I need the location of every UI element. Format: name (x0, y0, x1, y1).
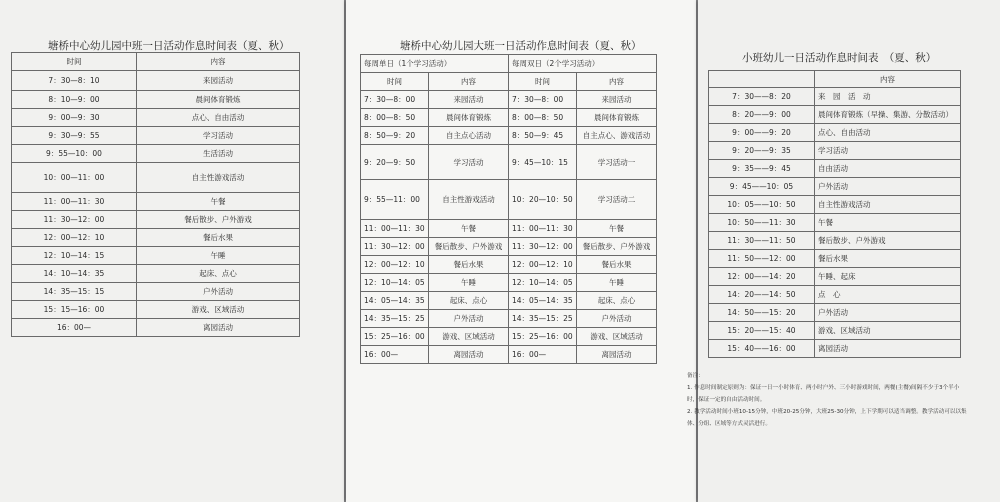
content-cell: 午餐 (577, 220, 657, 238)
content-cell: 餐后散步、户外游戏 (429, 238, 509, 256)
time-cell: 16：00— (361, 346, 429, 364)
large-class-title: 塘桥中心幼儿园大班一日活动作息时间表（夏、秋） (400, 40, 642, 52)
content-cell: 自由活动 (815, 160, 961, 178)
time-cell: 9：20——9：35 (709, 142, 815, 160)
middle-class-title: 塘桥中心幼儿园中班一日活动作息时间表（夏、秋） (48, 40, 290, 52)
content-cell: 自主点心、游戏活动 (577, 127, 657, 145)
table-row (709, 232, 961, 250)
time-cell: 11：30—12：00 (509, 238, 577, 256)
time-cell: 12：00—12：10 (361, 256, 429, 274)
content-cell: 午餐 (429, 220, 509, 238)
table-row (709, 142, 961, 160)
table-row (709, 178, 961, 196)
content-cell: 生活活动 (137, 145, 300, 163)
time-cell: 11：00—11：30 (12, 193, 137, 211)
content-cell: 自主性游戏活动 (429, 180, 509, 220)
time-cell: 15：15—16：00 (12, 301, 137, 319)
time-cell: 14：35—15：25 (361, 310, 429, 328)
time-cell: 8：00—8：50 (361, 109, 429, 127)
time-cell: 10：50——11：30 (709, 214, 815, 232)
table-row (361, 238, 657, 256)
content-cell: 点 心 (815, 286, 961, 304)
time-cell: 15：20——15：40 (709, 322, 815, 340)
content-cell: 户外活动 (137, 283, 300, 301)
table-row (361, 256, 657, 274)
table-row (709, 286, 961, 304)
time-cell: 14：50——15：20 (709, 304, 815, 322)
content-cell: 点心、自由活动 (815, 124, 961, 142)
table-row (361, 310, 657, 328)
table-row (361, 292, 657, 310)
content-cell: 晨间体育锻炼（早操、集游、分散活动） (815, 106, 961, 124)
time-cell: 8：50—9：20 (361, 127, 429, 145)
table-row (12, 109, 300, 127)
content-cell: 餐后水果 (137, 229, 300, 247)
time-cell: 9：55—10：00 (12, 145, 137, 163)
time-cell: 8：00—8：50 (509, 109, 577, 127)
table-row (12, 127, 300, 145)
content-cell: 午餐 (137, 193, 300, 211)
time-cell: 8：10—9：00 (12, 91, 137, 109)
note-item: 1. 作息时间制定原则为：保证一日一小时体育、两小时户外、三小时游戏时间，两餐(主餐)间隔不少于3个半小时，保证一定的自由活动时间。 (687, 385, 960, 403)
content-cell: 晨间体育锻炼 (429, 109, 509, 127)
note-item: 2. 教学活动时间小班10-15分钟，中班20-25分钟，大班25-30分钟，上下学期可以适当调整。教学活动可以以集体、分组、区域等方式灵活进行。 (687, 409, 967, 427)
table-row (12, 229, 300, 247)
time-cell: 14：10—14：35 (12, 265, 137, 283)
content-cell: 餐后水果 (429, 256, 509, 274)
table-row (361, 274, 657, 292)
table-row (361, 180, 657, 220)
table-row (709, 88, 961, 106)
time-cell: 14：35—15：15 (12, 283, 137, 301)
content-cell: 离园活动 (577, 346, 657, 364)
time-cell: 15：25—16：00 (509, 328, 577, 346)
time-cell: 12：10—14：05 (361, 274, 429, 292)
time-cell: 11：00—11：30 (509, 220, 577, 238)
table-row (709, 106, 961, 124)
time-cell: 10：00—11：00 (12, 163, 137, 193)
time-cell: 9：55—11：00 (361, 180, 429, 220)
header-time: 时间 (509, 73, 577, 91)
table-row (361, 220, 657, 238)
group-header-odd-days: 每周单日（1个学习活动） (361, 55, 509, 73)
time-cell: 15：25—16：00 (361, 328, 429, 346)
content-cell: 自主性游戏活动 (137, 163, 300, 193)
content-cell: 点心、自由活动 (137, 109, 300, 127)
content-cell: 午睡、起床 (815, 268, 961, 286)
header-content: 内容 (137, 53, 300, 71)
table-row (12, 247, 300, 265)
small-class-title: 小班幼儿一日活动作息时间表 （夏、秋） (742, 52, 937, 64)
content-cell: 起床、点心 (577, 292, 657, 310)
time-cell: 10：20—10：50 (509, 180, 577, 220)
time-cell: 9：30—9：55 (12, 127, 137, 145)
time-cell: 10：05——10：50 (709, 196, 815, 214)
content-cell: 餐后散步、户外游戏 (137, 211, 300, 229)
table-row (12, 91, 300, 109)
content-cell: 餐后水果 (815, 250, 961, 268)
content-cell: 学习活动 (815, 142, 961, 160)
time-cell: 12：00—12：10 (12, 229, 137, 247)
content-cell: 户外活动 (815, 304, 961, 322)
table-row (709, 322, 961, 340)
time-cell: 12：00——14：20 (709, 268, 815, 286)
content-cell: 户外活动 (815, 178, 961, 196)
large-class-table (360, 54, 657, 364)
time-cell: 9：45—10：15 (509, 145, 577, 180)
table-row (709, 340, 961, 358)
content-cell: 餐后散步、户外游戏 (815, 232, 961, 250)
time-cell: 11：50——12：00 (709, 250, 815, 268)
header-time: 时间 (361, 73, 429, 91)
content-cell: 户外活动 (429, 310, 509, 328)
table-row (361, 109, 657, 127)
content-cell: 离园活动 (815, 340, 961, 358)
time-cell: 16：00— (509, 346, 577, 364)
content-cell: 离园活动 (137, 319, 300, 337)
time-cell: 11：30—12：00 (361, 238, 429, 256)
content-cell: 自主性游戏活动 (815, 196, 961, 214)
content-cell: 起床、点心 (429, 292, 509, 310)
time-cell: 9：00——9：20 (709, 124, 815, 142)
time-cell: 11：00—11：30 (361, 220, 429, 238)
content-cell: 学习活动 (137, 127, 300, 145)
content-cell: 自主点心活动 (429, 127, 509, 145)
time-cell: 9：00—9：30 (12, 109, 137, 127)
table-row (12, 145, 300, 163)
middle-class-table (11, 52, 300, 337)
time-cell: 14：05—14：35 (361, 292, 429, 310)
time-cell: 16：00— (12, 319, 137, 337)
content-cell: 学习活动一 (577, 145, 657, 180)
content-cell: 户外活动 (577, 310, 657, 328)
content-cell: 来园活动 (577, 91, 657, 109)
content-cell: 午睡 (577, 274, 657, 292)
table-row (709, 250, 961, 268)
table-row (709, 160, 961, 178)
time-cell: 12：10—14：15 (12, 247, 137, 265)
time-cell: 14：35—15：25 (509, 310, 577, 328)
table-row (709, 124, 961, 142)
time-cell: 14：05—14：35 (509, 292, 577, 310)
time-cell: 7：30—8：00 (509, 91, 577, 109)
table-row (361, 328, 657, 346)
content-cell: 来 园 活 动 (815, 88, 961, 106)
header-time (709, 71, 815, 88)
time-cell: 14：20——14：50 (709, 286, 815, 304)
time-cell: 15：40——16：00 (709, 340, 815, 358)
content-cell: 游戏、区域活动 (429, 328, 509, 346)
header-content: 内容 (577, 73, 657, 91)
content-cell: 餐后散步、户外游戏 (577, 238, 657, 256)
table-row (361, 91, 657, 109)
content-cell: 游戏、区域活动 (137, 301, 300, 319)
content-cell: 来园活动 (429, 91, 509, 109)
content-cell: 学习活动二 (577, 180, 657, 220)
content-cell: 午睡 (137, 247, 300, 265)
table-row (12, 163, 300, 193)
header-content: 内容 (429, 73, 509, 91)
table-row (361, 346, 657, 364)
time-cell: 7：30—8：00 (361, 91, 429, 109)
table-row (12, 71, 300, 91)
content-cell: 午餐 (815, 214, 961, 232)
table-row (12, 211, 300, 229)
time-cell: 8：20——9：00 (709, 106, 815, 124)
content-cell: 餐后水果 (577, 256, 657, 274)
content-cell: 游戏、区域活动 (815, 322, 961, 340)
time-cell: 9：20—9：50 (361, 145, 429, 180)
time-cell: 12：10—14：05 (509, 274, 577, 292)
group-header-even-days: 每周双日（2个学习活动） (509, 55, 657, 73)
content-cell: 午睡 (429, 274, 509, 292)
table-row (709, 214, 961, 232)
table-row (12, 283, 300, 301)
table-row (12, 319, 300, 337)
content-cell: 晨间体育锻炼 (577, 109, 657, 127)
table-row (709, 268, 961, 286)
content-cell: 离园活动 (429, 346, 509, 364)
table-row (361, 145, 657, 180)
time-cell: 9：45——10：05 (709, 178, 815, 196)
notes-title: 备注： (687, 373, 704, 379)
header-time: 时间 (12, 53, 137, 71)
small-class-notes (687, 370, 969, 430)
table-row (12, 301, 300, 319)
content-cell: 来园活动 (137, 71, 300, 91)
time-cell: 12：00—12：10 (509, 256, 577, 274)
content-cell: 起床、点心 (137, 265, 300, 283)
content-cell: 学习活动 (429, 145, 509, 180)
header-content: 内容 (815, 71, 961, 88)
table-row (709, 304, 961, 322)
content-cell: 晨间体育锻炼 (137, 91, 300, 109)
table-row (12, 193, 300, 211)
table-row (709, 196, 961, 214)
time-cell: 9：35——9：45 (709, 160, 815, 178)
content-cell: 游戏、区域活动 (577, 328, 657, 346)
small-class-table (708, 70, 961, 358)
table-row (12, 265, 300, 283)
table-row (361, 127, 657, 145)
time-cell: 11：30——11：50 (709, 232, 815, 250)
time-cell: 7：30—8：10 (12, 71, 137, 91)
time-cell: 8：50—9：45 (509, 127, 577, 145)
time-cell: 11：30—12：00 (12, 211, 137, 229)
time-cell: 7：30——8：20 (709, 88, 815, 106)
